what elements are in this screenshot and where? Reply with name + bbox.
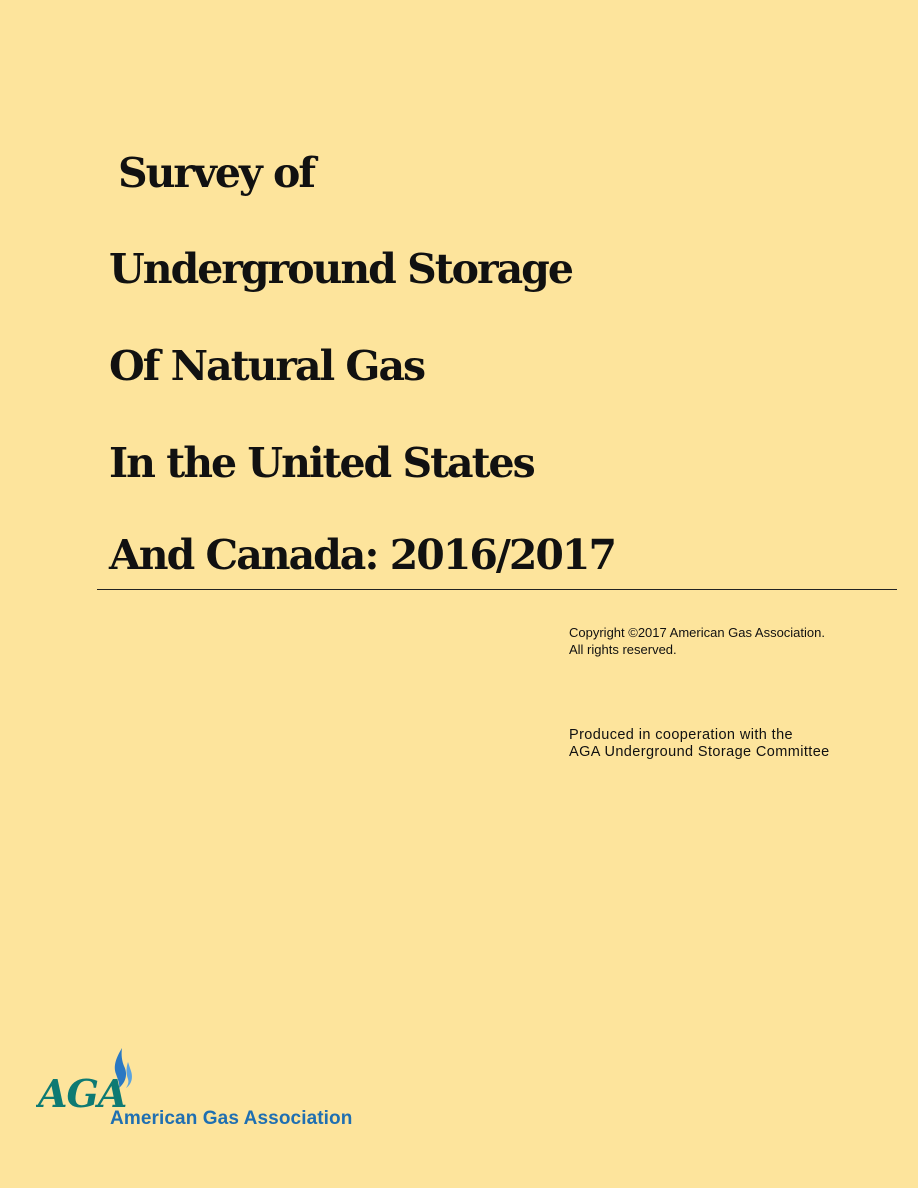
title-line-1: Survey of	[118, 149, 315, 197]
title-divider	[97, 589, 897, 590]
committee-line: AGA Underground Storage Committee	[569, 744, 830, 760]
copyright-line: Copyright ©2017 American Gas Association.	[569, 625, 825, 640]
title-line-2: Underground Storage	[109, 245, 572, 293]
cooperation-line: Produced in cooperation with the	[569, 727, 793, 743]
title-line-5: And Canada: 2016/2017	[109, 531, 615, 579]
cooperation-notice	[569, 727, 830, 761]
logo-name: American Gas Association	[110, 1108, 353, 1129]
title-line-3: Of Natural Gas	[109, 342, 425, 390]
rights-line: All rights reserved.	[569, 642, 677, 657]
copyright-notice	[569, 624, 825, 658]
logo-abbreviation: AGA	[38, 1071, 127, 1116]
title-line-4: In the United States	[109, 439, 534, 487]
